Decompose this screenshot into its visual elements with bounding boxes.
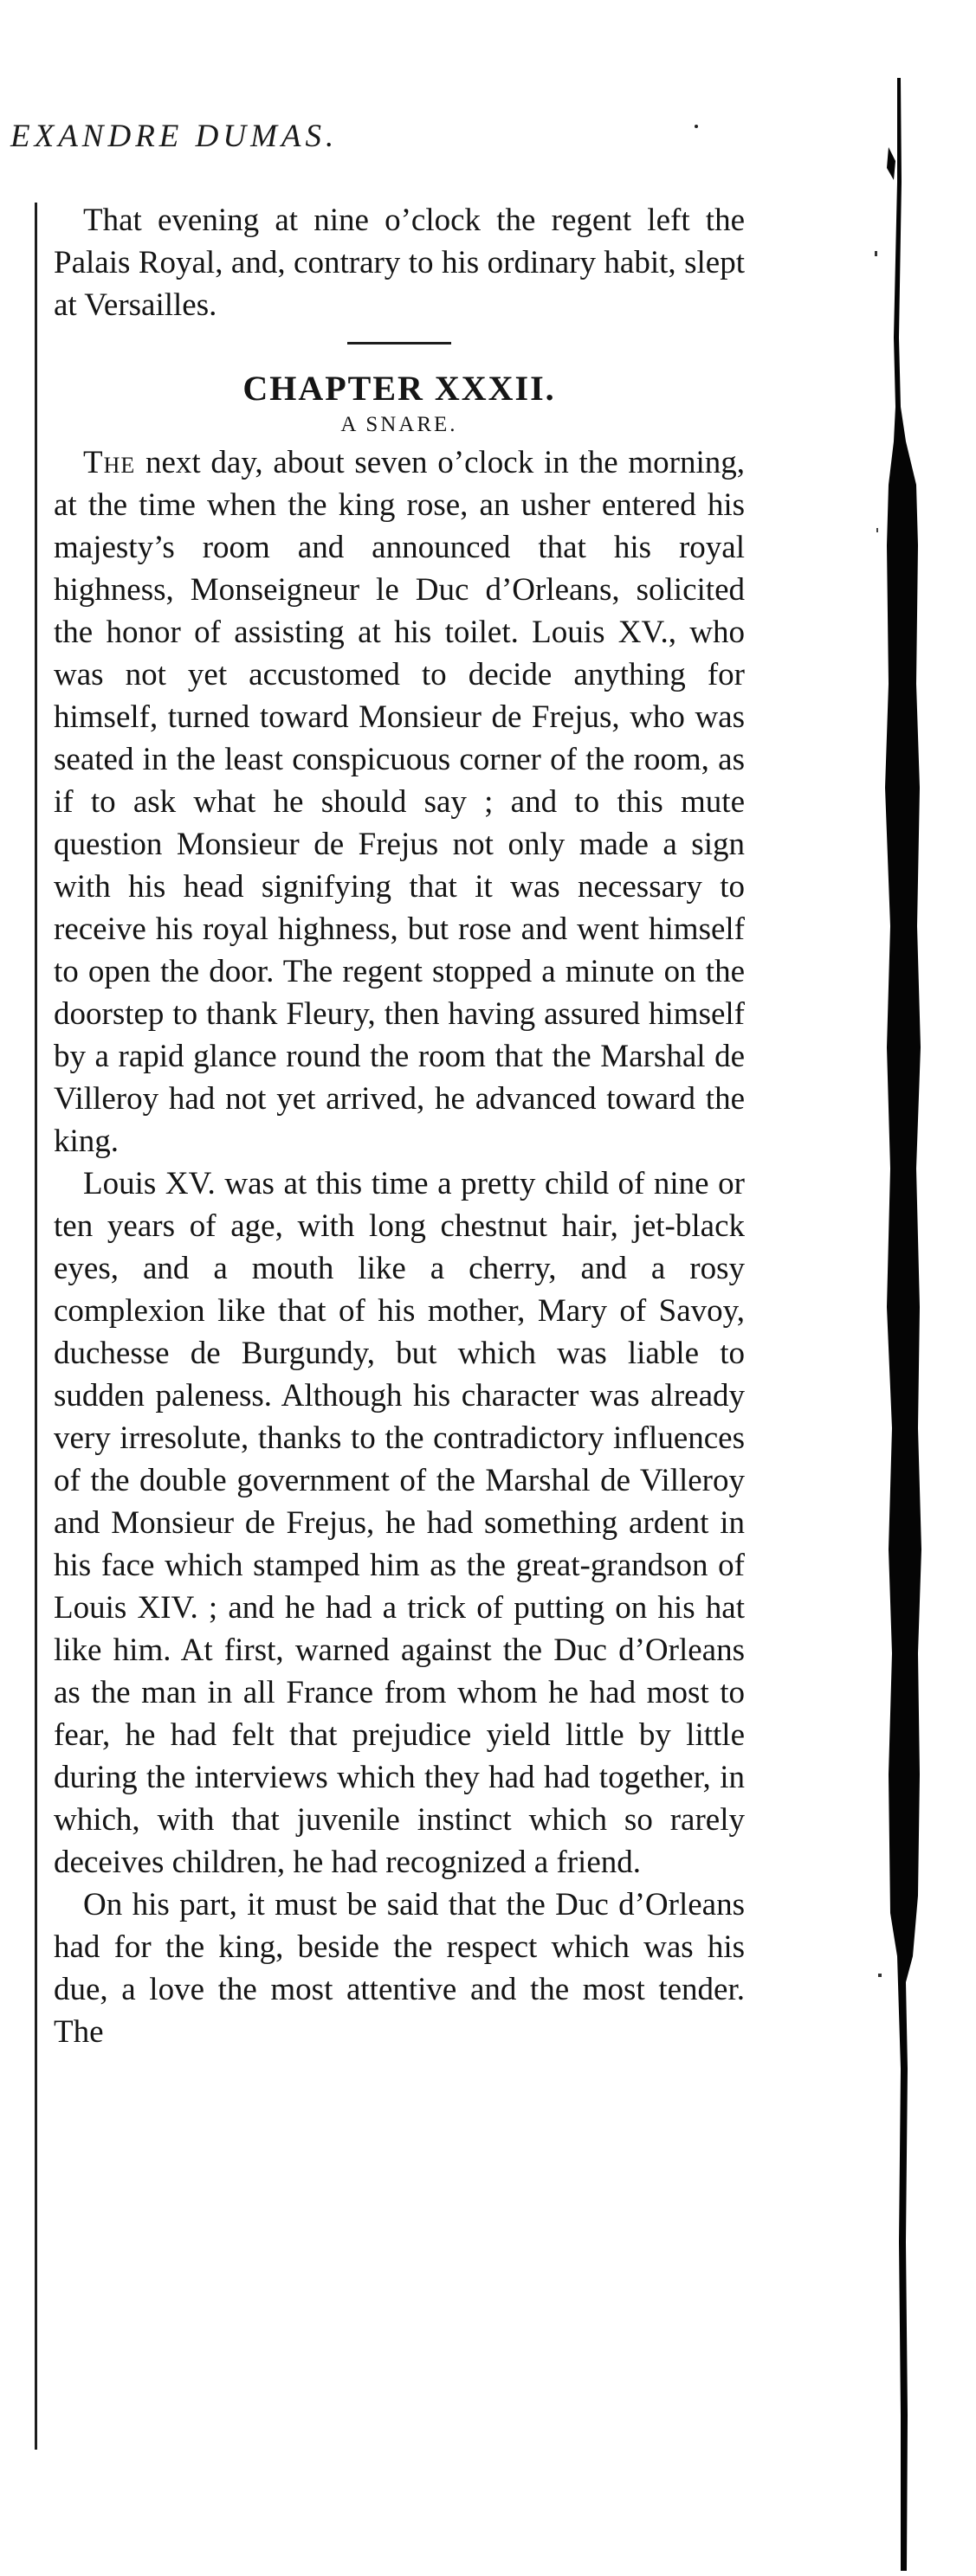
scanned-binding-edge xyxy=(866,78,927,2571)
paragraph-1 xyxy=(54,441,745,1162)
binding-speck-2 xyxy=(876,528,878,532)
binding-nick xyxy=(887,147,895,180)
paragraph-1-lead: The xyxy=(83,445,136,480)
column-rule xyxy=(35,203,37,2450)
chapter-title: CHAPTER XXXII. xyxy=(242,369,556,408)
opening-paragraph: That evening at nine o’clock the regent left the Palais Royal, and, contrary to his ordinary habit, slept at Versailles. xyxy=(54,203,745,323)
binding-shadow xyxy=(885,78,921,2571)
running-header: EXANDRE DUMAS. xyxy=(10,119,339,154)
text-column xyxy=(54,199,745,2053)
binding-speck-1 xyxy=(875,251,877,256)
binding-speck-3 xyxy=(878,1974,882,1977)
paragraph-2: Louis XV. was at this time a pretty child of nine or ten years of age, with long chestnut hair, jet-black eyes, and a mouth like a cherry, and a rosy complexion like that of his mother, Mary of Savoy, duchesse de Burgundy, but which was liable to sudden paleness. Although his character was already very irresolute, thanks to the contradictory influences of the double government of the Marshal de Villeroy and Monsieur de Frejus, he had something ardent in his face which stamped him as the great-grandson of Louis XIV. ; and he had a trick of putting on his hat like him. At first, warned against the Duc d’Orleans as the man in all France from whom he had most to fear, he had felt that prejudice yield little by little during the interviews which they had had together, in which, with that juvenile instinct which so rarely deceives children, he had recognized a friend. xyxy=(54,1166,745,1880)
paragraph-3: On his part, it must be said that the Duc d’Orleans had for the king, beside the respect which was his due, a love the most attentive and the most tender. The xyxy=(54,1887,745,2050)
section-divider xyxy=(347,342,451,345)
paragraph-1-text: next day, about seven o’clock in the morning, at the time when the king rose, an usher entered his majesty’s room and announced that his royal highness, Monseigneur le Duc d’Orleans, solicited the honor of assisting at his toilet. Louis XV., who was not yet accustomed to decide anything for himself, turned toward Monsieur de Frejus, who was seated in the least conspicuous corner of the room, as if to ask what he should say ; and to this mute question Monsieur de Frejus not only made a sign with his head signifying that it was necessary to receive his royal highness, but rose and went himself to open the door. The regent stopped a minute on the doorstep to thank Fleury, then having assured himself by a rapid glance round the room that the Marshal de Villeroy had not yet arrived, he advanced toward the king. xyxy=(54,445,745,1159)
ink-speck xyxy=(695,125,698,128)
chapter-subtitle: A SNARE. xyxy=(340,413,458,436)
